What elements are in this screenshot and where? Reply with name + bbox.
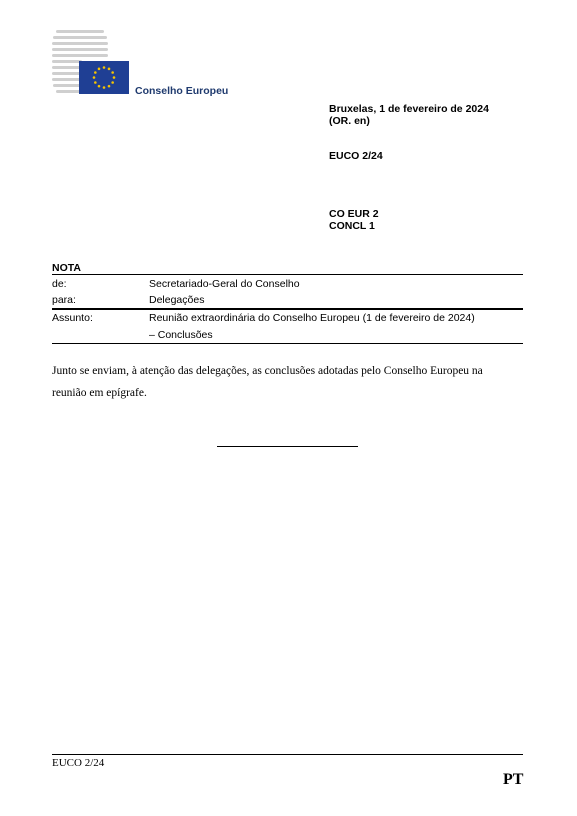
note-top-rule bbox=[52, 274, 523, 275]
original-language: (OR. en) bbox=[329, 115, 370, 127]
note-bottom-rule bbox=[52, 343, 523, 344]
subject-value: Reunião extraordinária do Conselho Europeu (1 de fevereiro de 2024) bbox=[149, 312, 475, 324]
eu-star bbox=[111, 81, 114, 84]
note-mid-rule bbox=[52, 308, 523, 310]
footer-reference: EUCO 2/24 bbox=[52, 757, 105, 769]
eu-flag bbox=[79, 61, 129, 94]
code-line-2: CONCL 1 bbox=[329, 220, 375, 232]
code-line-1: CO EUR 2 bbox=[329, 208, 379, 220]
european-council-logo bbox=[52, 28, 132, 98]
document-reference: EUCO 2/24 bbox=[329, 150, 383, 162]
eu-star bbox=[98, 68, 101, 71]
org-name: Conselho Europeu bbox=[135, 85, 229, 97]
eu-star bbox=[94, 81, 97, 84]
eu-star bbox=[113, 76, 116, 79]
eu-star bbox=[111, 71, 114, 74]
body-paragraph: Junto se enviam, à atenção das delegações, as conclusões adotadas pelo Conselho Europeu na reunião em epígrafe. bbox=[52, 365, 483, 399]
eu-star bbox=[103, 66, 106, 69]
to-value: Delegações bbox=[149, 294, 205, 306]
eu-star bbox=[93, 76, 96, 79]
to-label: para: bbox=[52, 294, 76, 306]
eu-star bbox=[98, 85, 101, 88]
eu-star bbox=[94, 71, 97, 74]
place-date: Bruxelas, 1 de fevereiro de 2024 bbox=[329, 103, 489, 115]
end-separator bbox=[217, 446, 358, 447]
footer-language-code: PT bbox=[503, 771, 524, 788]
footer-rule bbox=[52, 754, 523, 755]
subject-value-cont: – Conclusões bbox=[149, 329, 213, 341]
eu-star bbox=[103, 86, 106, 89]
from-label: de: bbox=[52, 278, 67, 290]
eu-star bbox=[108, 68, 111, 71]
subject-label: Assunto: bbox=[52, 312, 93, 324]
from-value: Secretariado-Geral do Conselho bbox=[149, 278, 300, 290]
note-title: NOTA bbox=[52, 262, 81, 274]
eu-star bbox=[108, 85, 111, 88]
